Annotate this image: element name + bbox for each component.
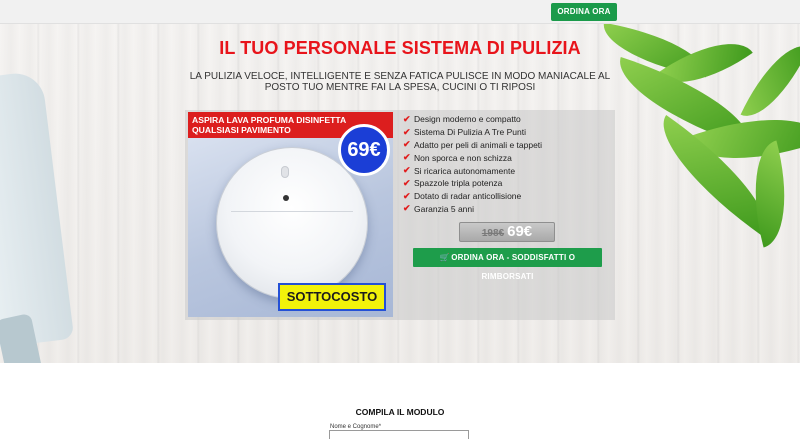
new-price: 69€ xyxy=(507,223,533,240)
product-image xyxy=(188,112,393,317)
feature-text: Adatto per peli di animali e tappeti xyxy=(414,139,543,150)
feature-text: Dotato di radar anticollisione xyxy=(414,191,522,202)
check-icon: ✔ xyxy=(403,126,411,137)
feature-text: Sistema Di Pulizia A Tre Punti xyxy=(414,127,526,138)
feature-item xyxy=(403,139,603,152)
order-button-label: ORDINA ORA - SODDISFATTI O RIMBORSATI xyxy=(451,253,576,281)
check-icon: ✔ xyxy=(403,203,411,214)
feature-text: Non sporca e non schizza xyxy=(414,152,512,163)
feature-item xyxy=(403,151,603,164)
product-image-title: ASPIRA LAVA PROFUMA DISINFETTA QUALSIASI PAVIMENTO xyxy=(192,115,346,135)
robot-lid-line xyxy=(231,178,353,212)
page-subheadline: LA PULIZIA VELOCE, INTELLIGENTE E SENZA FATICA PULISCE IN MODO MANIACALE AL POSTO TUO MENTRE FAI LA SPESA, CUCINI O TI RIPOSI xyxy=(189,71,611,93)
page-headline: IL TUO PERSONALE SISTEMA DI PULIZIA xyxy=(219,38,581,58)
order-now-button[interactable] xyxy=(413,248,602,281)
feature-item xyxy=(403,164,603,177)
sottocosto-sticker: SOTTOCOSTO xyxy=(278,283,386,311)
top-bar xyxy=(0,0,800,24)
hero-section xyxy=(0,24,800,363)
knife-decoration xyxy=(0,70,74,347)
feature-item xyxy=(403,177,603,190)
check-icon: ✔ xyxy=(403,190,411,201)
robot-sensor xyxy=(281,166,289,178)
check-icon: ✔ xyxy=(403,152,411,163)
feature-text: Garanzia 5 anni xyxy=(414,203,475,214)
check-icon: ✔ xyxy=(403,165,411,176)
name-field-label: Nome e Cognome* xyxy=(330,424,382,430)
feature-text: Design moderno e compatto xyxy=(414,114,521,125)
feature-item xyxy=(403,126,603,139)
check-icon: ✔ xyxy=(403,113,411,124)
name-input[interactable] xyxy=(329,430,469,439)
price-badge: 69€ xyxy=(338,124,390,176)
feature-item xyxy=(403,113,603,126)
form-title: COMPILA IL MODULO xyxy=(355,407,445,417)
feature-item xyxy=(403,203,603,216)
order-now-button-top[interactable]: ORDINA ORA xyxy=(551,3,617,21)
old-price: 198€ xyxy=(481,228,505,239)
feature-text: Si ricarica autonomamente xyxy=(414,165,516,176)
check-icon: ✔ xyxy=(403,177,411,188)
feature-list xyxy=(403,113,603,215)
robot-vacuum-illustration xyxy=(216,147,368,299)
feature-item xyxy=(403,190,603,203)
check-icon: ✔ xyxy=(403,139,411,150)
cart-icon: 🛒 xyxy=(439,253,450,262)
robot-button xyxy=(283,195,289,201)
feature-text: Spazzole tripla potenza xyxy=(414,178,503,189)
price-box xyxy=(459,222,555,242)
